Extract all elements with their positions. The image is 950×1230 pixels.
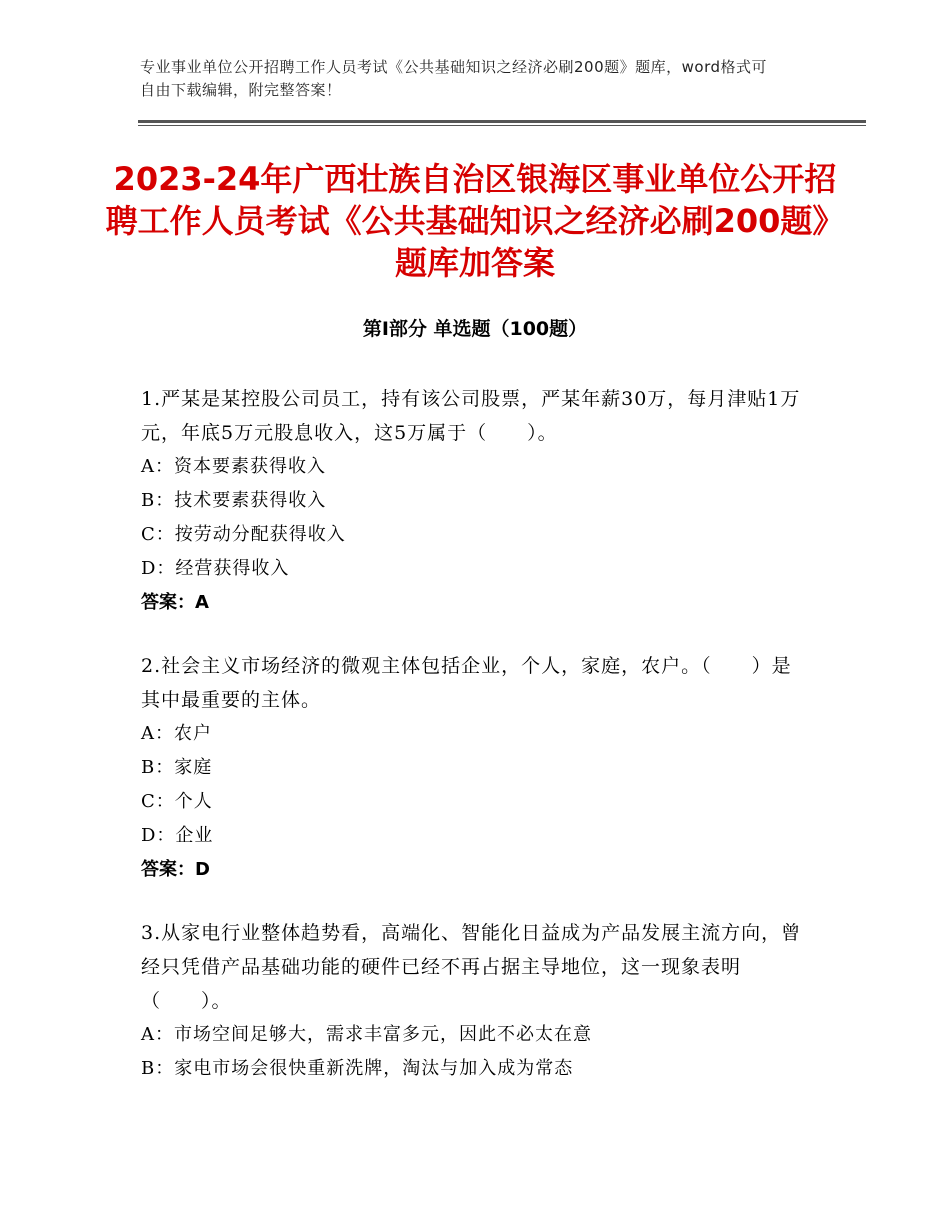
question-list [141,382,806,1115]
question-1 [141,382,806,620]
header-rule-thin [138,125,866,126]
option-c: C：按劳动分配获得收入 [141,524,346,545]
option-b: B：技术要素获得收入 [141,490,327,511]
question-2 [141,649,806,887]
option-d: D：企业 [141,825,214,846]
option-b: B：家电市场会很快重新洗牌，淘汰与加入成为常态 [141,1058,574,1079]
option-c: C：个人 [141,791,213,812]
question-3 [141,916,806,1086]
document-title: 2023-24年广西壮族自治区银海区事业单位公开招聘工作人员考试《公共基础知识之经济必刷200题》题库加答案 [105,160,845,282]
header-note: 专业事业单位公开招聘工作人员考试《公共基础知识之经济必刷200题》题库，word格式可自由下载编辑，附完整答案！ [140,58,768,99]
answer: 答案：D [141,859,210,880]
question-stem: 2.社会主义市场经济的微观主体包括企业，个人，家庭，农户。（ ）是其中最重要的主体。 [141,655,792,711]
section-title: 第Ⅰ部分 单选题（100题） [362,318,588,340]
option-b: B：家庭 [141,757,213,778]
question-stem: 1.严某是某控股公司员工，持有该公司股票，严某年薪30万，每月津贴1万元，年底5万元股息收入，这5万属于（ ）。 [141,388,801,444]
answer: 答案：A [141,592,209,613]
header-rule-thick [138,120,866,123]
question-stem: 3.从家电行业整体趋势看，高端化、智能化日益成为产品发展主流方向，曾经只凭借产品基础功能的硬件已经不再占据主导地位，这一现象表明（ ）。 [141,922,802,1012]
option-d: D：经营获得收入 [141,558,290,579]
option-a: A：农户 [141,723,212,744]
option-a: A：资本要素获得收入 [141,456,326,477]
option-a: A：市场空间足够大，需求丰富多元，因此不必太在意 [141,1024,592,1045]
